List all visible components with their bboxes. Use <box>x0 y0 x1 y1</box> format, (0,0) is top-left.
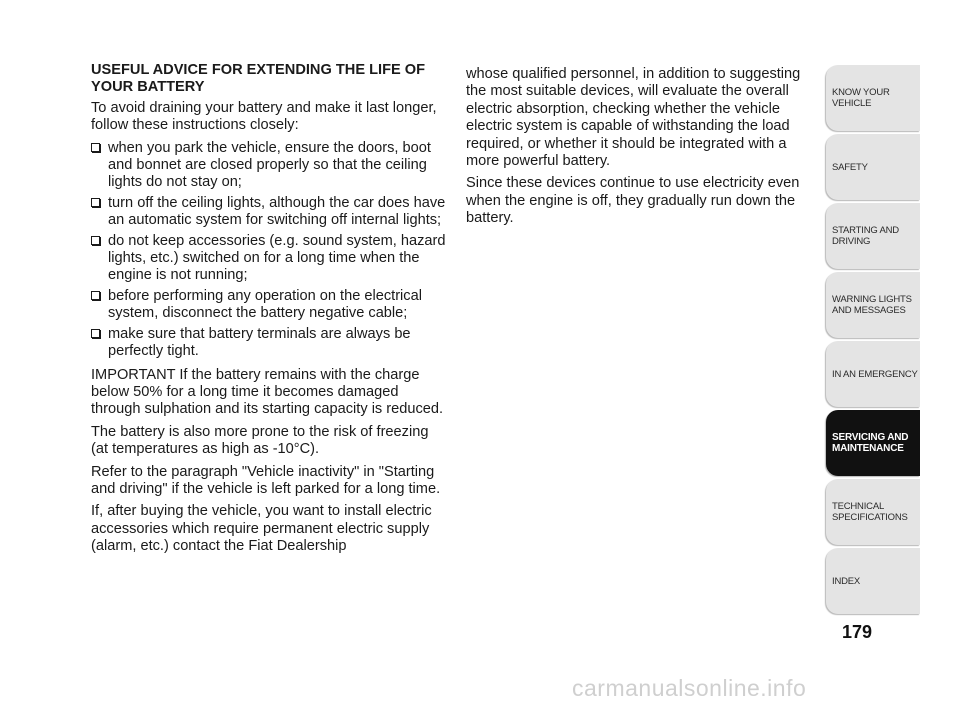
checkbox-bullet-icon <box>91 291 100 300</box>
advice-list <box>91 140 449 361</box>
closing-paragraph: Since these devices continue to use electricity even when the engine is off, they gradually run down the battery. <box>466 175 800 227</box>
checkbox-bullet-icon <box>91 198 100 207</box>
tab-know-your-vehicle[interactable]: KNOW YOUR VEHICLE <box>826 65 920 131</box>
refer-paragraph: Refer to the paragraph "Vehicle inactivity" in "Starting and driving" if the vehicle is left parked for a long time. <box>91 463 441 497</box>
checkbox-bullet-icon <box>91 143 100 152</box>
watermark: carmanualsonline.info <box>572 675 807 701</box>
list-item-text: before performing any operation on the electrical system, disconnect the battery negative cable; <box>108 287 422 322</box>
left-column <box>91 62 449 561</box>
important-note: IMPORTANT If the battery remains with the charge below 50% for a long time it becomes damaged through sulphation and its starting capacity is reduced. <box>91 366 444 418</box>
list-item-text: do not keep accessories (e.g. sound system, hazard lights, etc.) switched on for a long time when the engine is not running; <box>108 232 446 284</box>
freezing-paragraph: The battery is also more prone to the risk of freezing (at temperatures as high as -10°C). <box>91 423 429 458</box>
list-item <box>91 195 449 230</box>
tab-servicing-and-maintenance[interactable]: SERVICING AND MAINTENANCE <box>826 410 920 476</box>
tab-in-an-emergency[interactable]: IN AN EMERGENCY <box>826 341 920 407</box>
list-item <box>91 140 449 192</box>
continued-paragraph: whose qualified personnel, in addition to suggesting the most suitable devices, will evaluate the overall electric absorption, checking whether the vehicle electric system is capable of withstanding the load required, or whether it should be integrated with a more powerful battery. <box>466 66 801 170</box>
list-item-text: make sure that battery terminals are always be perfectly tight. <box>108 325 411 360</box>
tab-technical-specifications[interactable]: TECHNICAL SPECIFICATIONS <box>826 479 920 545</box>
list-item-text: turn off the ceiling lights, although the car does have an automatic system for switching off internal lights; <box>108 194 446 229</box>
list-item <box>91 326 449 361</box>
checkbox-bullet-icon <box>91 329 100 338</box>
chapter-tabs <box>826 65 920 617</box>
list-item-text: when you park the vehicle, ensure the doors, boot and bonnet are closed properly so that the ceiling lights do not stay on; <box>108 139 431 191</box>
list-item <box>91 288 449 323</box>
tab-warning-lights[interactable]: WARNING LIGHTS AND MESSAGES <box>826 272 920 338</box>
tab-index[interactable]: INDEX <box>826 548 920 614</box>
right-column <box>466 66 811 233</box>
intro-paragraph: To avoid draining your battery and make it last longer, follow these instructions closely: <box>91 99 437 134</box>
list-item <box>91 233 449 285</box>
tab-safety[interactable]: SAFETY <box>826 134 920 200</box>
section-heading: USEFUL ADVICE FOR EXTENDING THE LIFE OF YOUR BATTERY <box>91 62 426 96</box>
install-paragraph: If, after buying the vehicle, you want to install electric accessories which require permanent electric supply (alarm, etc.) contact the Fiat Dealership <box>91 503 432 555</box>
page-number: 179 <box>842 622 873 642</box>
tab-starting-and-driving[interactable]: STARTING AND DRIVING <box>826 203 920 269</box>
checkbox-bullet-icon <box>91 236 100 245</box>
